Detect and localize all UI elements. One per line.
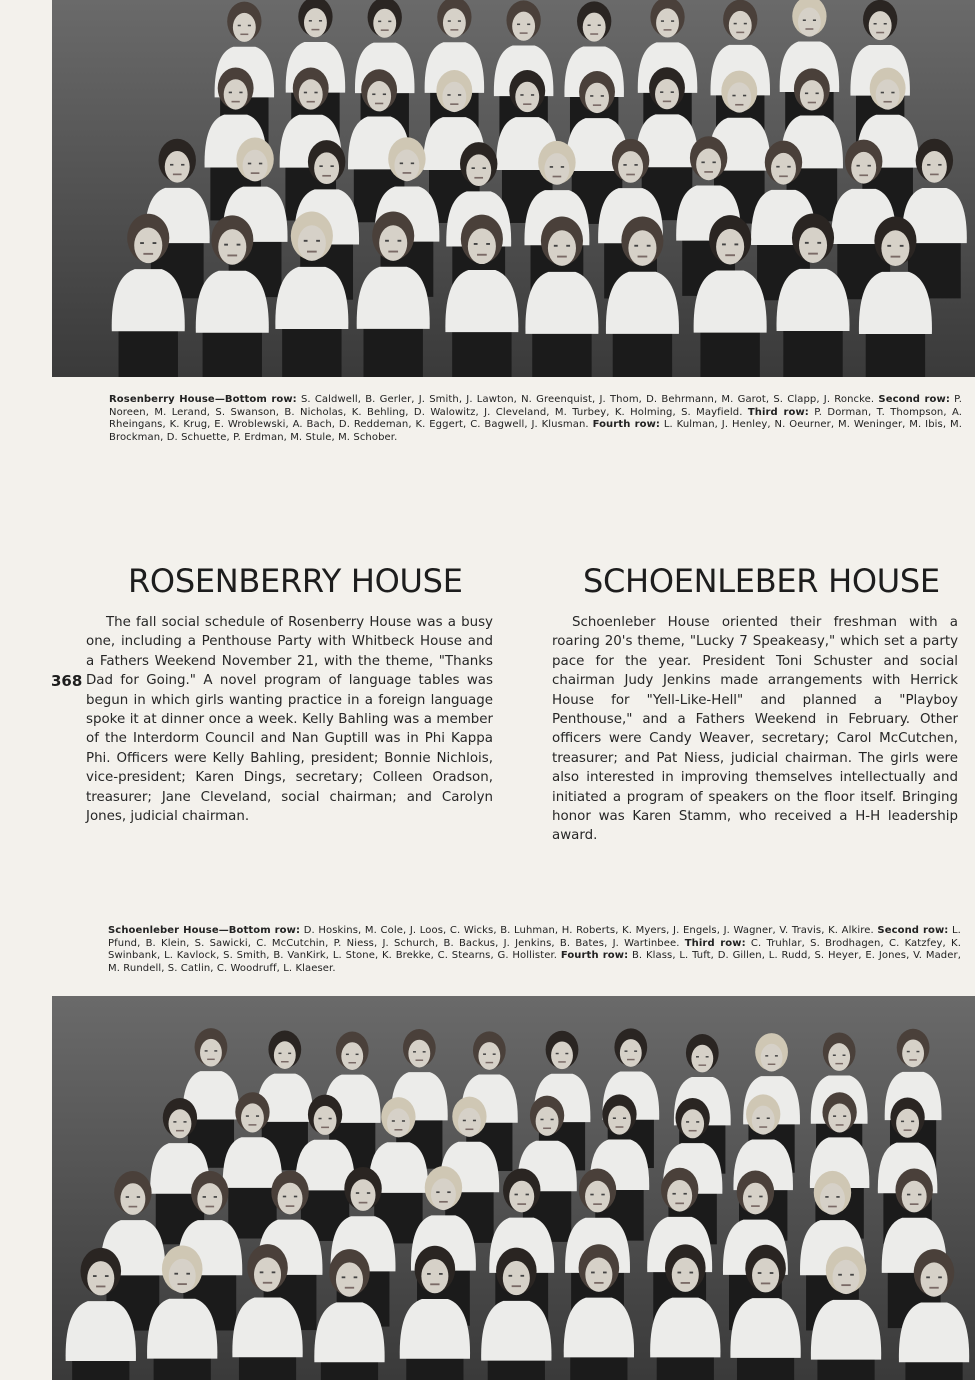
rosenberry-caption-row4-names: L. Kulman, J. Henley, N. Oeurner, M. Weninger, M. Ibis, M. Brockman, D. Schuette, P. Erdman, M. Stule, M. Schober. bbox=[109, 419, 962, 444]
schoenleber-photo-graphic bbox=[52, 996, 975, 1380]
schoenleber-group-photo bbox=[52, 996, 975, 1380]
rosenberry-caption-row2-label: Second row: bbox=[878, 394, 950, 405]
rosenberry-caption-row4-label: Fourth row: bbox=[592, 419, 661, 431]
rosenberry-article bbox=[86, 613, 493, 826]
schoenleber-caption-row4-names: B. Klass, L. Tuft, D. Gillen, L. Rudd, S. Heyer, E. Jones, V. Mader, M. Rundell, S. Catlin, C. Woodruff, L. Klaeser. bbox=[108, 950, 961, 975]
rosenberry-group-photo bbox=[52, 0, 975, 377]
schoenleber-caption-row2-label: Second row: bbox=[877, 925, 949, 936]
schoenleber-paragraph: Schoenleber House oriented their freshman with a roaring 20's theme, "Lucky 7 Speakeasy," which set a party pace for the year. President Toni Schuster and social chairman Judy Jenkins made arrangements with Herrick House for "Yell-Like-Hell" and planned a "Playboy Penthouse," and a Fathers Weekend in February. Other officers were Candy Weaver, secretary; Carol McCutchen, treasurer; and Pat Niess, judicial chairman. The girls were also interested in improving themselves intellectually and initiated a program of speakers on the floor itself. Bringing honor was Karen Stamm, who received a H-H leadership award. bbox=[552, 615, 958, 844]
schoenleber-caption-house: Schoenleber House bbox=[108, 925, 219, 936]
schoenleber-article bbox=[552, 613, 958, 846]
schoenleber-caption-row3-names: C. Truhlar, S. Brodhagen, C. Katzfey, K. Swinbank, L. Kavlock, S. Smith, B. VanKirk, L. Stone, K. Brekke, C. Stearns, G. Hollister. bbox=[108, 937, 961, 962]
rosenberry-photo-caption bbox=[109, 394, 962, 445]
schoenleber-caption-row4-label: Fourth row: bbox=[560, 950, 629, 962]
rosenberry-heading: ROSENBERRY HOUSE bbox=[128, 562, 463, 600]
page-number: 368 bbox=[51, 672, 83, 690]
schoenleber-caption-row1-names: D. Hoskins, M. Cole, J. Loos, C. Wicks, B. Luhman, H. Roberts, K. Myers, J. Engels, J. Wagner, V. Travis, K. Alkire. bbox=[300, 925, 878, 936]
rosenberry-photo-graphic bbox=[52, 0, 975, 377]
schoenleber-caption-row3-label: Third row: bbox=[684, 937, 746, 949]
rosenberry-caption-row3-names: P. Dorman, T. Thompson, A. Rheingans, K. Krug, E. Wroblewski, A. Bach, D. Reddeman, K. Eggert, C. Bagwell, J. Klusman. bbox=[109, 406, 963, 431]
rosenberry-caption-house: Rosenberry House bbox=[109, 394, 215, 405]
schoenleber-heading: SCHOENLEBER HOUSE bbox=[583, 562, 940, 600]
rosenberry-caption-row3-label: Third row: bbox=[747, 406, 809, 418]
rosenberry-caption-row1-label: —Bottom row: bbox=[214, 394, 297, 405]
schoenleber-photo-caption bbox=[108, 925, 961, 976]
rosenberry-caption-row2-names: P. Noreen, M. Lerand, S. Swanson, B. Nicholas, K. Behling, D. Walowitz, J. Cleveland, M. Turbey, K. Holming, S. Mayfield. bbox=[109, 394, 962, 418]
schoenleber-caption-row2-names: L. Pfund, B. Klein, S. Sawicki, C. McCutchin, P. Niess, J. Schurch, B. Backus, J. Jenkins, B. Bates, J. Wartinbee. bbox=[108, 925, 961, 949]
rosenberry-paragraph: The fall social schedule of Rosenberry House was a busy one, including a Penthouse Party with Whitbeck House and a Fathers Weekend November 21, with the theme, "Thanks Dad for Going." A novel program of language tables was begun in which girls wanting practice in a foreign language spoke it at dinner once a week. Kelly Bahling was a member of the Interdorm Council and Nan Guptill was in Phi Kappa Phi. Officers were Kelly Bahling, president; Bonnie Nichlois, vice-president; Karen Dings, secretary; Colleen Oradson, treasurer; Jane Cleveland, social chairman; and Carolyn Jones, judicial chairman. bbox=[86, 615, 493, 825]
schoenleber-caption-row1-label: —Bottom row: bbox=[218, 925, 301, 936]
rosenberry-caption-row1-names: S. Caldwell, B. Gerler, J. Smith, J. Lawton, N. Greenquist, J. Thom, D. Behrmann, M. Garot, S. Clapp, J. Roncke. bbox=[296, 394, 879, 405]
